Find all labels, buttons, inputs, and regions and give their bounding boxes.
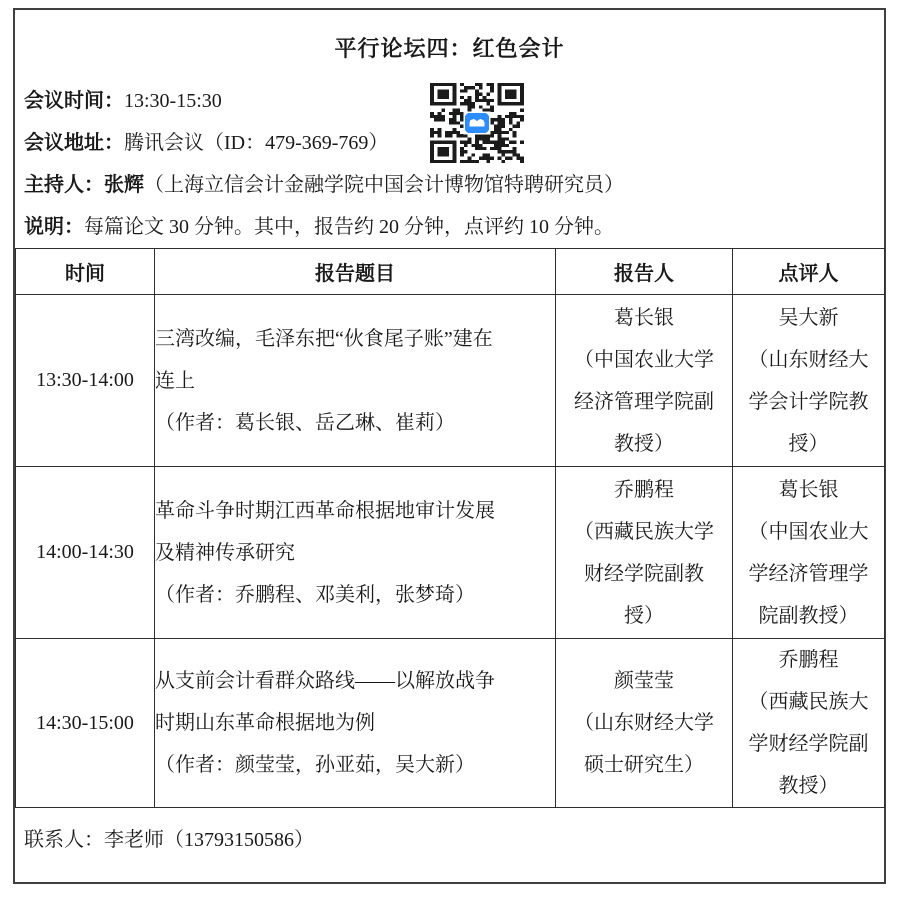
row3-commentator bbox=[733, 639, 885, 808]
cell-line: （作者：颜莹莹，孙亚茹，吴大新） bbox=[155, 754, 475, 776]
table-row bbox=[16, 639, 885, 808]
cell-line: 学财经学院副 bbox=[748, 733, 869, 755]
cell-line: 院副教授） bbox=[758, 604, 859, 627]
cell-line: 乔鹏程 bbox=[778, 649, 839, 671]
cell-line: 硕士研究生） bbox=[584, 754, 704, 776]
meta-meeting-time-label: 会议时间： bbox=[24, 90, 124, 112]
table-row bbox=[16, 467, 885, 639]
row2-commentator bbox=[733, 467, 885, 639]
contact-line: 联系人：李老师（13793150586） bbox=[24, 829, 314, 851]
meta-host-value: （上海立信会计金融学院中国会计博物馆特聘研究员） bbox=[144, 174, 624, 196]
row2-time: 14:00-14:30 bbox=[16, 467, 155, 639]
cell-line: 葛长银 bbox=[614, 306, 674, 329]
row1-reporter bbox=[556, 295, 733, 467]
cell-line: （西藏民族大 bbox=[748, 691, 869, 713]
row2-reporter bbox=[556, 467, 733, 639]
cell-line: 三湾改编，毛泽东把“伙食尾子账”建在 bbox=[155, 327, 493, 350]
cell-line: （西藏民族大学 bbox=[574, 520, 714, 543]
row2-paper bbox=[155, 467, 556, 639]
row1-paper bbox=[155, 295, 556, 467]
cell-line: 授） bbox=[624, 604, 664, 627]
cell-line: 革命斗争时期江西革命根据地审计发展 bbox=[155, 499, 495, 522]
header-commentator: 点评人 bbox=[733, 249, 885, 295]
row3-time: 14:30-15:00 bbox=[16, 639, 155, 808]
cell-line: （作者：葛长银、岳乙琳、崔莉） bbox=[155, 411, 455, 434]
meta-host-label: 主持人：张辉 bbox=[24, 174, 144, 196]
cell-line: 乔鹏程 bbox=[614, 478, 674, 501]
cell-line: 教授） bbox=[614, 432, 674, 455]
page-title: 平行论坛四：红色会计 bbox=[334, 36, 565, 61]
cell-line: 授） bbox=[788, 432, 829, 455]
qr-code-image bbox=[430, 83, 524, 163]
table-row bbox=[16, 295, 885, 467]
meta-meeting-address-value: 腾讯会议（ID：479-369-769） bbox=[124, 132, 389, 154]
meta-notes bbox=[24, 206, 884, 248]
cell-line: 教授） bbox=[778, 775, 839, 797]
cell-line: 时期山东革命根据地为例 bbox=[155, 712, 375, 734]
meta-meeting-time-value: 13:30-15:30 bbox=[124, 90, 222, 112]
document-sheet bbox=[13, 8, 886, 884]
cell-line: （山东财经大学 bbox=[574, 712, 714, 734]
meta-notes-label: 说明： bbox=[24, 216, 84, 238]
cell-line: （作者：乔鹏程、邓美利，张梦琦） bbox=[155, 583, 475, 606]
header-reporter: 报告人 bbox=[556, 249, 733, 295]
cell-line: 学会计学院教 bbox=[748, 390, 869, 413]
cell-line: 经济管理学院副 bbox=[574, 390, 714, 413]
row1-commentator bbox=[733, 295, 885, 467]
header-time: 时间 bbox=[16, 249, 155, 295]
row3-paper bbox=[155, 639, 556, 808]
meta-notes-value: 每篇论文 30 分钟。其中，报告约 20 分钟，点评约 10 分钟。 bbox=[84, 216, 614, 238]
cell-line: 连上 bbox=[155, 369, 195, 392]
cell-line: 财经学院副教 bbox=[584, 562, 704, 585]
meta-meeting-address-label: 会议地址： bbox=[24, 132, 124, 154]
cell-line: （中国农业大 bbox=[748, 520, 869, 543]
row1-time: 13:30-14:00 bbox=[16, 295, 155, 467]
meta-host bbox=[24, 164, 884, 206]
table-header-row bbox=[16, 249, 885, 295]
cell-line: 及精神传承研究 bbox=[155, 541, 295, 564]
cell-line: （中国农业大学 bbox=[574, 348, 714, 371]
schedule-table bbox=[15, 248, 885, 808]
tencent-meeting-qr-code bbox=[430, 83, 524, 163]
cell-line: 吴大新 bbox=[778, 306, 839, 329]
row3-reporter bbox=[556, 639, 733, 808]
cell-line: 从支前会计看群众路线——以解放战争 bbox=[155, 670, 495, 692]
cell-line: （山东财经大 bbox=[748, 348, 869, 371]
cell-line: 葛长银 bbox=[778, 478, 839, 501]
cell-line: 颜莹莹 bbox=[614, 670, 674, 692]
header-paper-title: 报告题目 bbox=[155, 249, 556, 295]
cell-line: 学经济管理学 bbox=[748, 562, 869, 585]
